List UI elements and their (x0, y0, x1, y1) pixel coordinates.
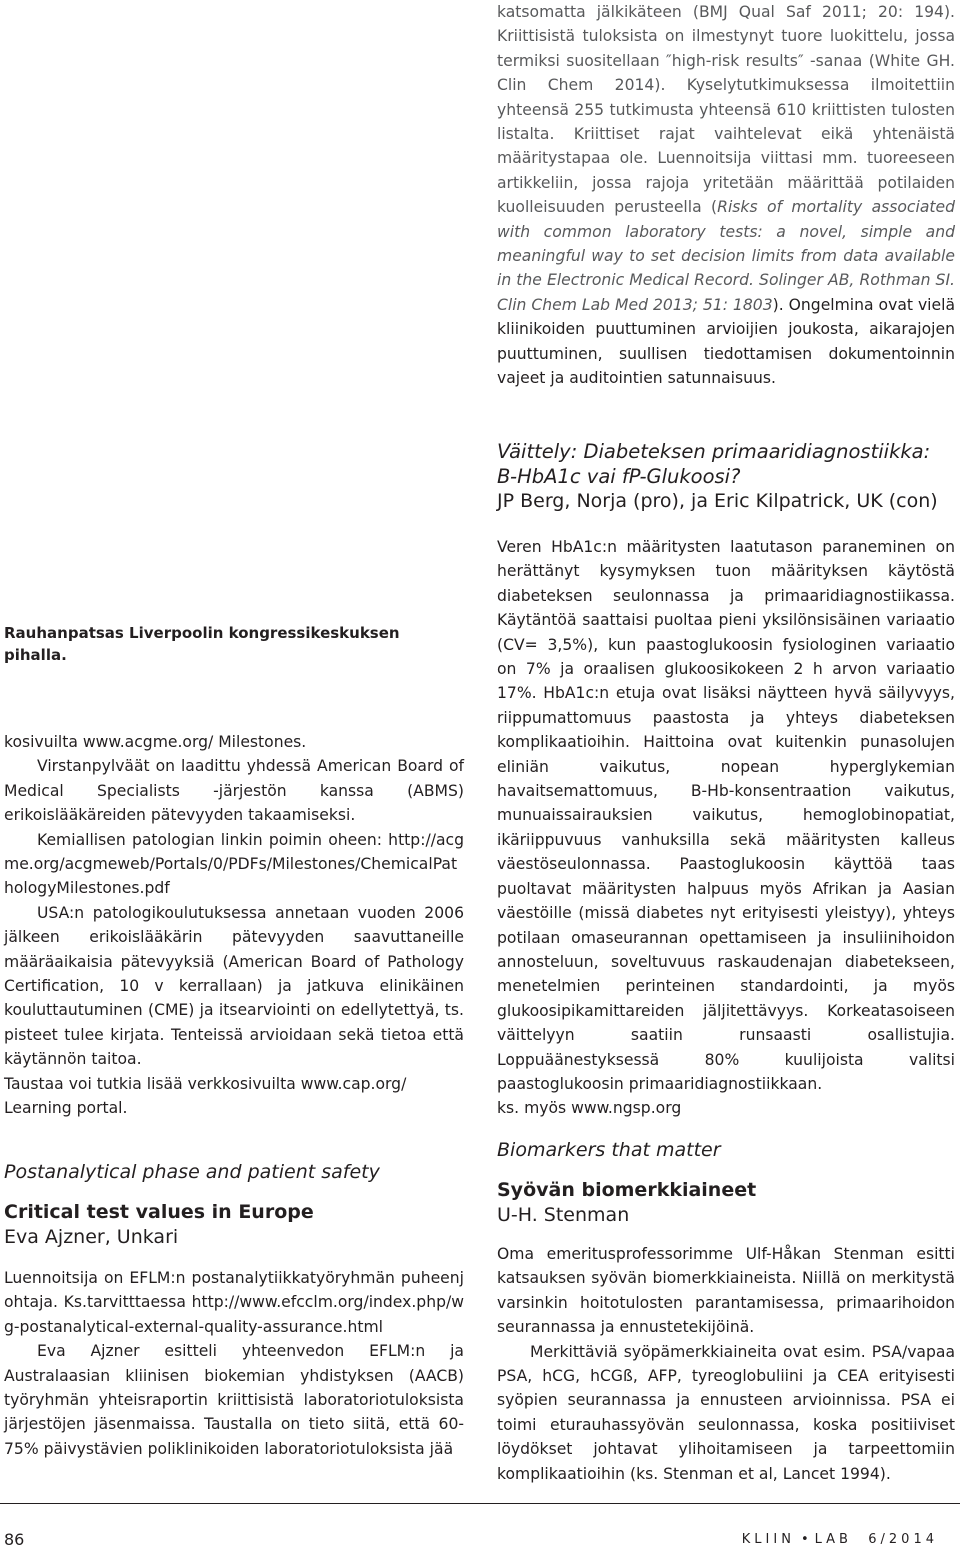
magazine-name-2: LAB (814, 1532, 852, 1547)
left-column (4, 0, 464, 1500)
tumor-markers-paragraph: Merkittäviä syöpämerkkiaineita ovat esim. PSA/vapaa PSA, hCG, hCGß, AFP, tyreoglobuliini ja CEA erityisesti syöpien seurannassa ja ennusteen arvioinnissa. PSA ei toimi eturauhassyövän seulonnassa, koska positiiviset löydökset johtavat ylihoitamiseen ja tarpeettomiin komplikaatioihin (ks. Stenman et al, Lancet 1994). (497, 1342, 955, 1483)
issue-number: 6/2014 (868, 1532, 938, 1547)
page-number: 86 (4, 1530, 25, 1549)
footer-rule (0, 1503, 960, 1504)
article-author: Eva Ajzner, Unkari (4, 1226, 179, 1248)
critical-values-article (4, 1160, 464, 1461)
stenman-paragraph: Oma emeritusprofessorimme Ulf-Håkan Stenman esitti katsauksen syövän biomerkkiaineista. Niillä on merkitystä varsinkin hoitotulosten parantamisessa, primaarihoidon seurannassa ja ennustetekijöinä. (497, 1245, 955, 1337)
biomarkers-article (497, 1138, 955, 1486)
photo-caption: Rauhanpatsas Liverpoolin kongressikeskuksen pihalla. (4, 624, 400, 664)
magazine-footer (742, 1532, 938, 1547)
right-column (497, 0, 955, 1500)
problems-text: ). Ongelmina ovat vielä kliinikoiden puuttuminen arvioijien joukosta, aikarajojen puuttuminen, suullisen tiedottamisen dokumentoinnin vajeet ja auditointien satunnaisuus. (497, 295, 955, 388)
chemical-pathology-paragraph: Kemiallisen patologian linkin poimin oheen: http://acgme.org/acgmeweb/Portals/0/PDFs/Milestones/ChemicalPathologyMilestones.pdf (4, 830, 464, 898)
debate-article (497, 440, 955, 1121)
section-label: Postanalytical phase and patient safety (4, 1161, 380, 1183)
milestones-link-line: kosivuilta www.acgme.org/ Milestones. (4, 733, 307, 751)
article-title: Syövän biomerkkiaineet (497, 1179, 757, 1201)
magazine-name: KLIIN (741, 1532, 795, 1547)
critical-results-continued (497, 0, 955, 391)
milestones-block (4, 730, 464, 1121)
debate-label: Väittely: Diabeteksen primaaridiagnostiikka: B-HbA1c vai fP-Glukoosi? (497, 440, 931, 488)
mortality-reference: Risks of mortality associated with common laboratory tests: a novel, simple and meaningful way to set decision limits from data available in the Electronic Medical Record. Solinger AB, Rothman SI. Clin Chem Lab Med 2013; 51: 1803 (497, 198, 955, 314)
article-author: U-H. Stenman (497, 1204, 630, 1226)
hba1c-paragraph: Veren HbA1c:n määritysten laatutason paraneminen on herättänyt kysymyksen tuon määrityksen käytöstä diabeteksen seulonnassa ja primaaridiagnostiikassa. Käytäntöä saattaisi puoltaa pieni yksilönsisäinen variaatio (CV= 3,5%), kun paastoglukoosin fysiologinen variaatio on 7% ja oraalisen glukoosikokeen 2 h arvon variaatio 17%. HbA1c:n etuja ovat lisäksi näytteen hyvä säilyvyys, riippumattomuus paastosta ja yhteys diabeteksen komplikaatioihin. Haittoina ovat kuitenkin punasolujen eliniän vaikutus, nopean hyperglykemian havaitsemattomuus, B-Hb-konsentraation vaikutus, munuaissairauksien vaikutus, hemoglobinopatiat, ikäriippuvuus vanhuksilla sekä määritysten kalleus väestöseulonnassa. Paastoglukoosin käyttöä taas puoltavat määritysten halpuus myös Afrikan ja Aasian väestöille (missä diabetes nyt erityisesti yleistyy), yhteys potilaan omaseurannan opettamiseen ja insuliinihoidon annosteluun, soveltuvuus raskaudenajan diabetekseen, menetelmien perinteinen standardointi, ja myös glukoosipikamittareiden jäljitettävyys. Korkeatasoiseen väittelyyn saatiin runsaasti osallistujia. Loppuäänestyksessä 80% kuulijoista valitsi paastoglukoosin primaaridiagnostiikkaan. (497, 538, 955, 1093)
eflm-paragraph: Luennoitsija on EFLM:n postanalytiikkatyöryhmän puheenjohtaja. Ks.tarvitttaessa http://www.efcclm.org/index.php/wg-postanalytical-external-quality-assurance.html (4, 1269, 464, 1336)
cap-portal-paragraph: Taustaa voi tutkia lisää verkkosivuilta www.cap.org/ Learning portal. (4, 1074, 407, 1118)
article-title: Critical test values in Europe (4, 1201, 314, 1223)
footer-dot: • (800, 1532, 809, 1547)
critical-results-text: katsomatta jälkikäteen (BMJ Qual Saf 2011; 20: 194). Kriittisistä tuloksista on ilmestynyt tuore luokittelu, jossa termiksi suositellaan ″high-risk results″ -sanaa (White GH. Clin Chem 2014). Kyselytutkimuksessa ilmoitettiin yhteensä 255 tutkimusta yhteensä 610 kriittisten tulosten listalta. Kriittiset rajat vaihtelevat eikä yhtenäistä määritystapaa ole. Luennoitsija viittasi mm. tuoreeseen artikkeliin, jossa rajoja yritetään määrittää potilaiden kuolleisuuden perusteella ( (497, 3, 955, 217)
critical-results-paragraph (497, 0, 955, 391)
ajzner-paragraph: Eva Ajzner esitteli yhteenvedon EFLM:n ja Australaasian kliinisen biokemian yhdistyksen (AACB) työryhmän yhteisraportin kriittisistä laboratoriotuloksista järjestöjen jäsenmaissa. Taustalla on tieto siitä, että 60-75% päivystävien poliklinikoiden laboratoriotuloksista jää (4, 1342, 464, 1458)
milestones-paragraph: Virstanpylväät on laadittu yhdessä American Board of Medical Specialists -järjestön kanssa (ABMS) erikoislääkäreiden pätevyyden takaamiseksi. (4, 757, 464, 825)
section-label: Biomarkers that matter (497, 1139, 721, 1161)
usa-pathology-paragraph: USA:n patologikoulutuksessa annetaan vuoden 2006 jälkeen erikoislääkärin pätevyyden saavuttaneille määräaikaisia pätevyyksiä (American Board of Pathology Certification, 10 v kerrallaan) ja jatkuva elinikäinen kouluttautuminen (CME) ja itsearviointi on edellytettyä, ts. pisteet tulee kirjata. Tenteissä arvioidaan sekä tietoa että käytännön taitoa. (4, 903, 464, 1069)
debate-speakers: JP Berg, Norja (pro), ja Eric Kilpatrick, UK (con) (497, 490, 938, 512)
ngsp-link-line: ks. myös www.ngsp.org (497, 1099, 682, 1118)
